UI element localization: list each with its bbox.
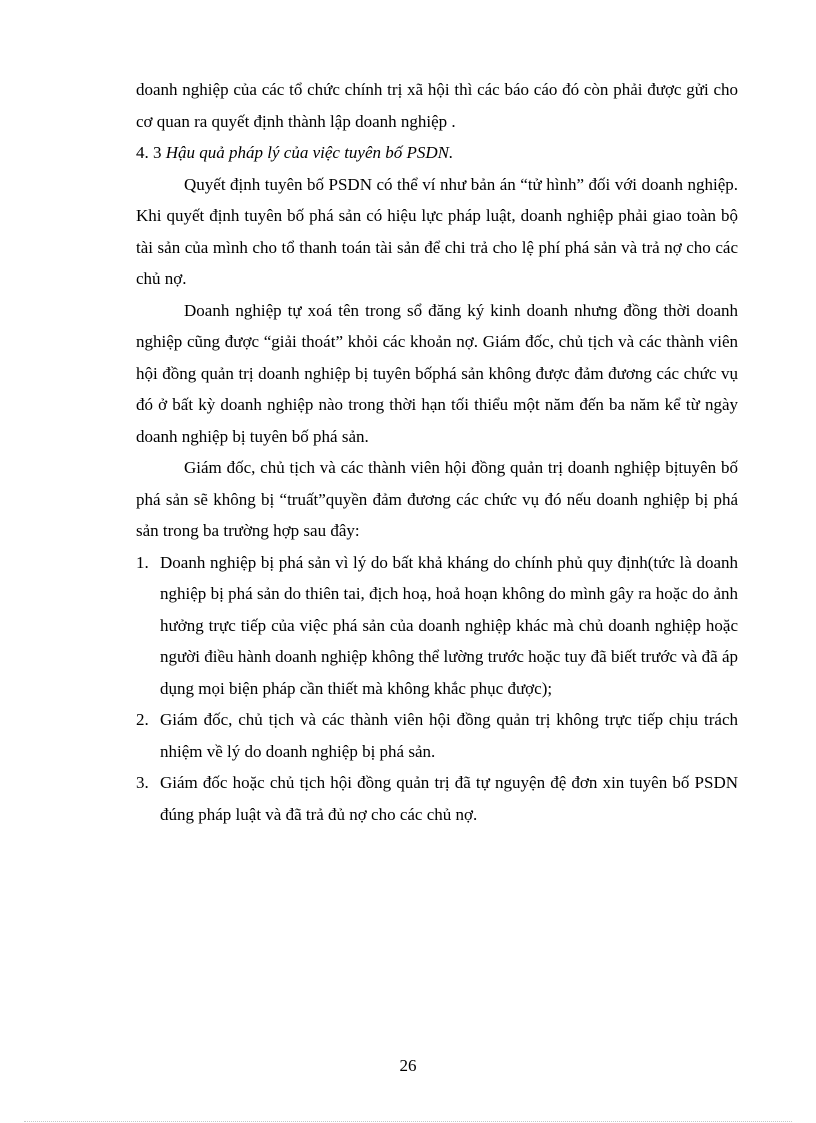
section-number: 4. 3 [136,143,162,162]
list-marker: 2. [136,710,149,729]
body-text [136,74,738,830]
list-marker: 3. [136,773,149,792]
section-heading [136,137,738,169]
list-item-text: Doanh nghiệp bị phá sản vì lý do bất khả kháng do chính phủ quy định(tức là doanh nghiệp bị phá sản do thiên tai, địch hoạ, hoả hoạn không do mình gây ra hoặc do ảnh hưởng trực tiếp của việc phá sản của doanh nghiệp khác mà chủ doanh nghiệp hoặc người điều hành doanh nghiệp không thể lường trước hoặc tuy đã biết trước và đã áp dụng mọi biện pháp cần thiết mà không khắc phục được); [160,552,738,698]
list-item [136,704,738,767]
paragraph-3: Doanh nghiệp tự xoá tên trong sổ đăng ký kinh doanh nhưng đồng thời doanh nghiệp cũng được “giải thoát” khỏi các khoản nợ. Giám đốc, chủ tịch và các thành viên hội đồng quản trị doanh nghiệp bị tuyên bốphá sản không được đảm đương các chức vụ đó ở bất kỳ doanh nghiệp nào trong thời hạn tối thiểu một năm đến ba năm kể từ ngày doanh nghiệp bị tuyên bố phá sản. [136,300,738,446]
list-item-text: Giám đốc, chủ tịch và các thành viên hội đồng quản trị không trực tiếp chịu trách nhiệm về lý do doanh nghiệp bị phá sản. [160,710,738,761]
page-number: 26 [399,1056,417,1075]
list-item [136,767,738,830]
list-marker: 1. [136,552,149,572]
paragraph-2: Quyết định tuyên bố PSDN có thể ví như bản án “tử hình” đối với doanh nghiệp. Khi quyết định tuyên bố phá sản có hiệu lực pháp luật, doanh nghiệp phải giao toàn bộ tài sản của mình cho tổ thanh toán tài sản để chi trả cho lệ phí phá sản và trả nợ cho các chủ nợ. [136,174,738,288]
footer-divider [24,1121,792,1122]
numbered-list [136,547,738,831]
list-item-text: Giám đốc hoặc chủ tịch hội đồng quản trị đã tự nguyện đệ đơn xin tuyên bố PSDN đúng pháp luật và đã trả đủ nợ cho các chủ nợ. [160,773,738,824]
paragraph-1: doanh nghiệp của các tổ chức chính trị xã hội thì các báo cáo đó còn phải được gửi cho cơ quan ra quyết định thành lập doanh nghiệp . [136,80,738,131]
section-title: Hậu quả pháp lý của việc tuyên bố PSDN. [165,143,454,162]
list-item [136,547,738,705]
paragraph-4: Giám đốc, chủ tịch và các thành viên hội đồng quản trị doanh nghiệp bịtuyên bố phá sản sẽ không bị “truất”quyền đảm đương các chức vụ đó nếu doanh nghiệp bị phá sản trong ba trường hợp sau đây: [136,458,738,540]
